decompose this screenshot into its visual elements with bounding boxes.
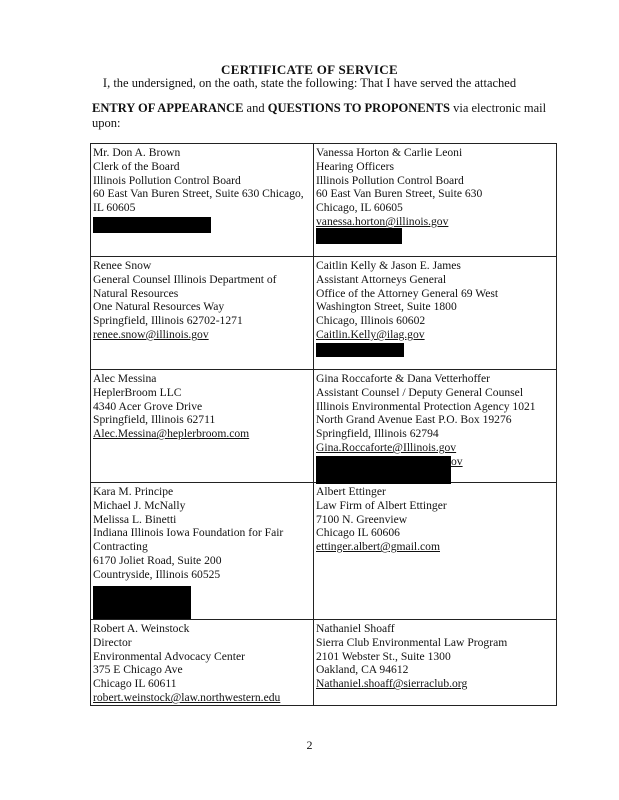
party-line: One Natural Resources Way: [93, 300, 225, 314]
party-line: Gina Roccaforte & Dana Vetterhoffer: [316, 372, 491, 385]
party-line: Springfield, Illinois 62711: [93, 413, 216, 427]
document-name-2: QUESTIONS TO PROPONENTS: [267, 101, 450, 115]
party-line: Renee Snow: [93, 259, 152, 272]
party-line: 60 East Van Buren Street, Suite 630 Chicago,: [93, 187, 304, 201]
email-link[interactable]: ettinger.albert@gmail.com: [316, 540, 440, 554]
party-line: Environmental Advocacy Center: [93, 649, 245, 663]
redaction-block: [316, 343, 404, 357]
redaction-block: [93, 217, 211, 233]
service-list-table: [90, 143, 557, 706]
service-party-cell: [314, 483, 557, 620]
party-line: General Counsel Illinois Department of: [93, 272, 277, 286]
page-title: CERTIFICATE OF SERVICE: [221, 62, 398, 77]
party-line: Countryside, Illinois 60525: [93, 567, 221, 581]
document-name-1: ENTRY OF APPEARANCE: [92, 101, 244, 115]
party-line: Robert A. Weinstock: [93, 622, 190, 635]
party-line: Washington Street, Suite 1800: [316, 300, 457, 314]
party-line: 60 East Van Buren Street, Suite 630: [316, 187, 483, 201]
party-line: Assistant Attorneys General: [316, 272, 447, 286]
party-line: Nathaniel Shoaff: [316, 622, 395, 635]
redaction-block: [316, 228, 402, 244]
party-line: Contracting: [93, 540, 148, 554]
party-line: Mr. Don A. Brown: [93, 146, 181, 159]
email-link[interactable]: Gina.Roccaforte@Illinois.gov: [316, 440, 457, 454]
party-line: Chicago IL 60606: [316, 526, 400, 540]
email-link[interactable]: robert.weinstock@law.northwestern.edu: [93, 690, 281, 704]
table-row: [91, 144, 557, 257]
party-line: Michael J. McNally: [93, 498, 186, 512]
party-line: North Grand Avenue East P.O. Box 19276: [316, 413, 512, 427]
service-party-cell: [91, 144, 314, 257]
service-party-cell: [91, 370, 314, 483]
service-paragraph: [92, 101, 562, 131]
party-line: Assistant Counsel / Deputy General Counsel: [316, 385, 524, 399]
party-line: Illinois Environmental Protection Agency 1021: [316, 399, 536, 413]
email-link[interactable]: renee.snow@illinois.gov: [93, 327, 209, 341]
service-party-cell: [91, 483, 314, 620]
party-line: IL 60605: [93, 201, 136, 215]
table-row: [91, 370, 557, 483]
party-line: Illinois Pollution Control Board: [93, 173, 241, 187]
party-line: Springfield, Illinois 62702-1271: [93, 314, 243, 328]
party-line: Chicago, Illinois 60602: [316, 314, 426, 328]
party-line: Hearing Officers: [316, 159, 395, 173]
service-party-cell: [314, 144, 557, 257]
service-party-cell: [314, 257, 557, 370]
conjunction: and: [243, 101, 268, 115]
email-link[interactable]: Nathaniel.shoaff@sierraclub.org: [316, 677, 468, 691]
party-line: HeplerBroom LLC: [93, 385, 182, 399]
party-line: Director: [93, 635, 132, 649]
redaction-block: [93, 586, 191, 619]
party-line: Kara M. Principe: [93, 485, 174, 498]
party-line: Melissa L. Binetti: [93, 512, 177, 526]
party-line: Caitlin Kelly & Jason E. James: [316, 259, 461, 272]
intro-statement: I, the undersigned, on the oath, state the following: That I have served the attached: [102, 76, 517, 90]
party-line: Office of the Attorney General 69 West: [316, 286, 499, 300]
page-number: 2: [306, 738, 313, 752]
service-method: via electronic mail upon:: [92, 101, 547, 130]
table-row: [91, 257, 557, 370]
party-line: Vanessa Horton & Carlie Leoni: [316, 146, 463, 159]
redaction-block: [316, 456, 451, 484]
party-line: Chicago IL 60611: [93, 677, 177, 691]
party-line: Illinois Pollution Control Board: [316, 173, 464, 187]
service-party-cell: [91, 257, 314, 370]
party-line: Chicago, IL 60605: [316, 201, 403, 215]
party-line: 6170 Joliet Road, Suite 200: [93, 553, 222, 567]
service-party-cell: [314, 620, 557, 706]
email-link[interactable]: vanessa.horton@illinois.gov: [316, 214, 449, 228]
party-line: Clerk of the Board: [93, 159, 180, 173]
party-line: Sierra Club Environmental Law Program: [316, 635, 508, 649]
table-row: [91, 483, 557, 620]
party-line: 375 E Chicago Ave: [93, 663, 183, 677]
email-link[interactable]: Caitlin.Kelly@ilag.gov: [316, 327, 425, 341]
service-party-cell: [314, 370, 557, 483]
party-line: Natural Resources: [93, 286, 179, 300]
party-line: Alec Messina: [93, 372, 157, 385]
party-line: Oakland, CA 94612: [316, 663, 409, 677]
party-line: Albert Ettinger: [316, 485, 386, 498]
party-line: Springfield, Illinois 62794: [316, 427, 439, 441]
party-line: Indiana Illinois Iowa Foundation for Fair: [93, 526, 284, 540]
table-row: [91, 620, 557, 706]
service-party-cell: [91, 620, 314, 706]
email-link-2[interactable]: ov: [451, 454, 463, 468]
party-line: 7100 N. Greenview: [316, 512, 408, 526]
party-line: Law Firm of Albert Ettinger: [316, 498, 447, 512]
party-line: 2101 Webster St., Suite 1300: [316, 649, 451, 663]
party-line: 4340 Acer Grove Drive: [93, 399, 203, 413]
email-link[interactable]: Alec.Messina@heplerbroom.com: [93, 427, 250, 441]
